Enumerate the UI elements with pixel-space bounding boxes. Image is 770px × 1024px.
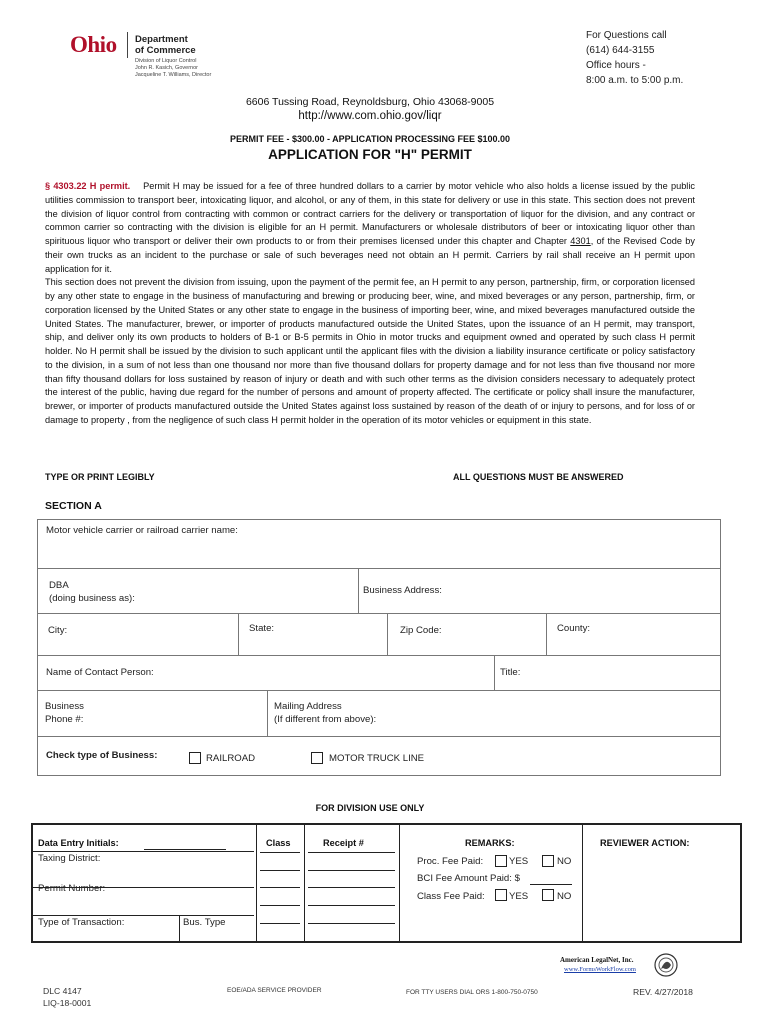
mailing-sublabel: (If different from above): xyxy=(274,714,377,725)
division-line3: Jacqueline T. Williams, Director xyxy=(135,72,212,78)
department-name xyxy=(135,34,196,56)
receipt-line[interactable] xyxy=(308,923,395,924)
statute-lead: § 4303.22 H permit. xyxy=(45,181,131,191)
divider xyxy=(38,690,720,691)
legalnet-url[interactable]: www.FormsWorkFlow.com xyxy=(564,966,636,973)
transaction-type-field[interactable]: Type of Transaction: xyxy=(38,917,125,928)
divider xyxy=(38,655,720,656)
divider xyxy=(494,655,495,690)
form-id xyxy=(43,985,91,1009)
phone-label: Business xyxy=(45,701,84,712)
divider xyxy=(33,851,254,852)
receipt-line[interactable] xyxy=(308,905,395,906)
taxing-district-field[interactable]: Taxing District: xyxy=(38,853,101,864)
statute-paragraph-2: This section does not prevent the division from issuing, upon the payment of the permit fee, an H permit to any person, partnership, firm, or corporation licensed by any other state to engage in the business of manufacturing and brewing or producing beer, wine, and mixed beverages or any person, partnership, firm, or corporation licensed by the United States or any other state to engage in the business of importing beer, wine, and mixed beverages manufactured outside the United States. The manufacturer, brewer, or importer of products manufactured outside the United States, upon the issuance of an H permit, may transport, ship, and deliver only its own products to holders of B-1 or B-5 permits in Ohio in motor trucks and equipment owned and operated by such class H permit holder. No H permit shall be issued by the division to such applicant until the applicant files with the division a liability insurance certificate or policy satisfactory to the division, in a sum of not less than one thousand nor more than five thousand dollars for property damage and for not less than five thousand nor more than fifty thousand dollars for loss sustained by reason of injury or death and with such other terms as the division considers necessary to adequately protect the interest of the public, having due regard for the number of persons and amount of property affected. The certificate or policy shall insure the manufacturer, brewer, or importer of products manufactured outside the United States against loss sustained by reason of the death of or injury to persons, and for loss of or damage to property , from the negligence of such class H permit holder in the operation of its motor vehicles or equipment in this state. xyxy=(45,277,695,425)
chapter-link[interactable]: 4301 xyxy=(570,236,591,246)
division-use-box xyxy=(31,823,742,943)
division-line1: Division of Liquor Control xyxy=(135,58,197,64)
division-officials xyxy=(135,58,211,79)
dba-sublabel: (doing business as): xyxy=(49,593,135,604)
data-entry-label: Data Entry Initials: xyxy=(38,838,119,848)
class-header: Class xyxy=(266,838,291,848)
proc-fee-label: Proc. Fee Paid: xyxy=(417,856,484,867)
office-address: 6606 Tussing Road, Reynoldsburg, Ohio 43068-9005 xyxy=(245,96,495,108)
mailing-label: Mailing Address xyxy=(274,701,342,712)
divider xyxy=(38,613,720,614)
tty-notice: FOR TTY USERS DIAL ORS 1-800-750-0750 xyxy=(406,989,538,996)
type-legibly-note: TYPE OR PRINT LEGIBLY xyxy=(45,472,155,482)
class-line[interactable] xyxy=(260,887,300,888)
title-field[interactable]: Title: xyxy=(500,667,521,678)
page-title: APPLICATION FOR "H" PERMIT xyxy=(268,147,472,162)
division-line2: John R. Kasich, Governor xyxy=(135,65,198,71)
business-address-field[interactable]: Business Address: xyxy=(363,585,442,596)
railroad-checkbox[interactable] xyxy=(189,752,201,764)
department-line1: Department xyxy=(135,34,188,45)
statute-part1: Permit H may be issued for a fee of three hundred dollars to a carrier by motor vehicle who also holds a license issued by the public utilities commission to transport beer, intoxicating liquor, and alcohol, or any of them, in this state for delivery or use in this state. This section does not prevent the division of liquor control from contracting with common or contract carriers for the delivery or transportation of liquor for the division, and any contract or common carrier so contracting with the division is eligible for an H permit. Manufacturers or wholesale distributors of beer or intoxicating liquor other than spirituous liquor who transport or deliver their own products to or from their premises licensed under this chapter and Chapter xyxy=(45,181,695,246)
state-field[interactable]: State: xyxy=(249,623,275,634)
county-field[interactable]: County: xyxy=(557,623,591,634)
divider xyxy=(256,825,257,941)
legalnet-logo-icon xyxy=(654,953,678,977)
business-phone-field[interactable] xyxy=(45,700,84,726)
zip-field[interactable]: Zip Code: xyxy=(400,625,442,636)
statute-paragraph-1 xyxy=(45,180,695,276)
proc-fee-no-label: NO xyxy=(557,856,572,867)
form-number: DLC 4147 xyxy=(43,986,82,996)
divider xyxy=(238,613,239,655)
receipt-line[interactable] xyxy=(308,887,395,888)
receipt-header: Receipt # xyxy=(323,838,364,848)
class-line[interactable] xyxy=(260,905,300,906)
class-fee-yes-label: YES xyxy=(509,891,529,902)
mailing-address-field[interactable] xyxy=(274,700,376,726)
divider xyxy=(387,613,388,655)
contact-line: For Questions call xyxy=(586,30,667,41)
dba-field[interactable] xyxy=(49,579,135,605)
legalnet-name: American LegalNet, Inc. xyxy=(560,956,634,964)
statute-text xyxy=(45,180,695,428)
class-fee-no-label: NO xyxy=(557,891,572,902)
class-fee-yes-checkbox[interactable] xyxy=(495,889,507,901)
permit-number-field[interactable]: Permit Number: xyxy=(38,883,106,894)
divider xyxy=(33,915,254,916)
proc-fee-yes-label: YES xyxy=(509,856,529,867)
divider xyxy=(267,690,268,736)
fee-line: PERMIT FEE - $300.00 - APPLICATION PROCESSING FEE $100.00 xyxy=(229,134,511,144)
class-line[interactable] xyxy=(260,852,300,853)
section-a-form xyxy=(37,519,721,776)
divider xyxy=(546,613,547,655)
motor-truck-label: MOTOR TRUCK LINE xyxy=(329,753,425,764)
remarks-header: REMARKS: xyxy=(465,838,515,848)
divider xyxy=(358,568,359,613)
eoe-notice: EOE/ADA SERVICE PROVIDER xyxy=(227,987,322,994)
dba-label: DBA xyxy=(49,580,69,591)
bci-fee-label: BCI Fee Amount Paid: $ xyxy=(417,873,520,884)
divider xyxy=(304,825,305,941)
bci-fee-field[interactable] xyxy=(530,884,572,885)
class-line[interactable] xyxy=(260,923,300,924)
reviewer-action-header: REVIEWER ACTION: xyxy=(600,838,690,848)
contact-line: 8:00 a.m. to 5:00 p.m. xyxy=(586,75,684,86)
receipt-line[interactable] xyxy=(308,852,395,853)
motor-truck-checkbox[interactable] xyxy=(311,752,323,764)
liq-number: LIQ-18-0001 xyxy=(43,998,92,1008)
all-questions-note: ALL QUESTIONS MUST BE ANSWERED xyxy=(453,472,624,482)
divider xyxy=(38,736,720,737)
divider xyxy=(582,825,583,941)
railroad-label: RAILROAD xyxy=(206,753,256,764)
contact-person-field[interactable]: Name of Contact Person: xyxy=(46,667,154,678)
receipt-line[interactable] xyxy=(308,870,395,871)
class-fee-no-checkbox[interactable] xyxy=(542,889,554,901)
data-entry-field[interactable] xyxy=(144,849,226,850)
division-use-heading: FOR DIVISION USE ONLY xyxy=(315,803,425,813)
class-line[interactable] xyxy=(260,870,300,871)
logo-divider xyxy=(127,32,128,58)
divider xyxy=(399,825,400,941)
legalnet-badge xyxy=(560,953,680,979)
website-url[interactable]: http://www.com.ohio.gov/liqr xyxy=(298,110,442,122)
section-a-heading: SECTION A xyxy=(45,500,102,512)
ohio-logo: Ohio xyxy=(70,32,117,57)
department-line2: of Commerce xyxy=(135,45,196,56)
divider xyxy=(38,568,720,569)
carrier-name-field[interactable]: Motor vehicle carrier or railroad carrier name: xyxy=(46,525,238,536)
contact-line: (614) 644-3155 xyxy=(586,45,655,56)
statute-part2: , of the Revised Code by their own trucks as an incident to the purchase or sale of such beverages need not obtain an H permit. Carriers by rail shall receive an H permit upon application for it. xyxy=(45,236,695,274)
divider xyxy=(179,915,180,941)
phone-sublabel: Phone #: xyxy=(45,714,84,725)
contact-info xyxy=(586,28,683,88)
contact-line: Office hours - xyxy=(586,60,646,71)
bus-type-field[interactable]: Bus. Type xyxy=(183,917,226,928)
class-fee-label: Class Fee Paid: xyxy=(417,891,485,902)
proc-fee-no-checkbox[interactable] xyxy=(542,855,554,867)
city-field[interactable]: City: xyxy=(48,625,68,636)
proc-fee-yes-checkbox[interactable] xyxy=(495,855,507,867)
revision-date: REV. 4/27/2018 xyxy=(633,987,693,997)
business-type-label: Check type of Business: xyxy=(46,750,158,761)
